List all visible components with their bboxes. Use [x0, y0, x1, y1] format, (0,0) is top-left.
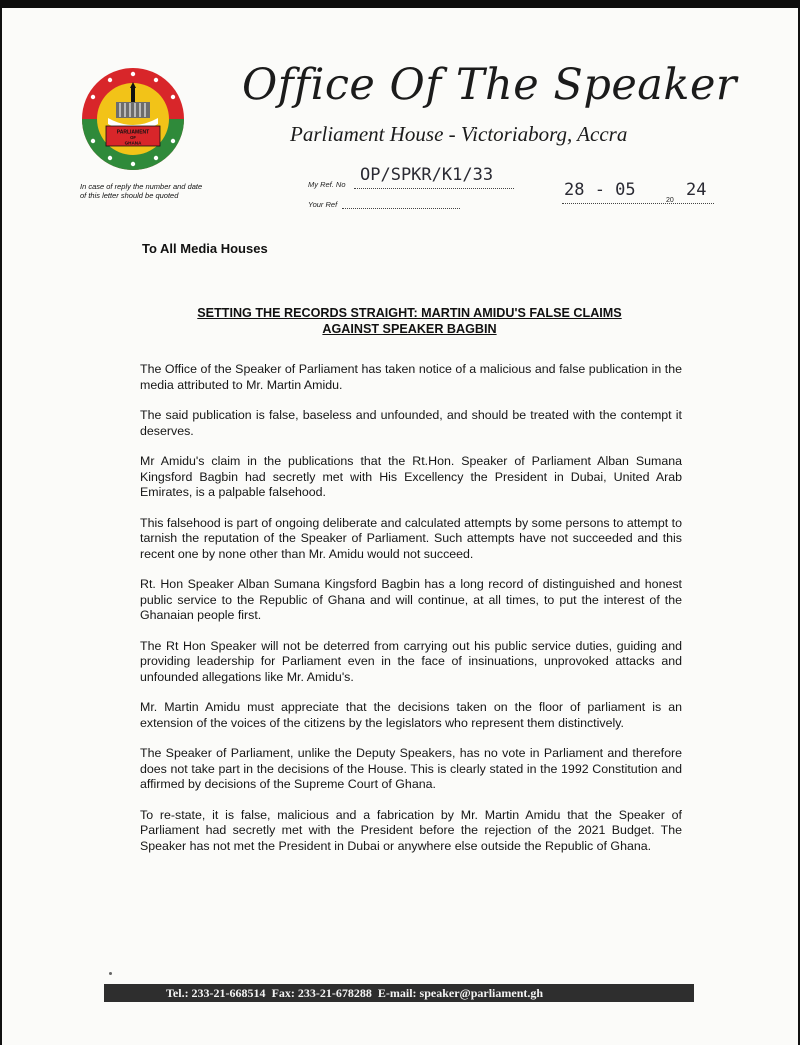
office-address: Parliament House - Victoriaborg, Accra: [290, 122, 628, 146]
letter-heading: [152, 305, 667, 337]
paragraph: The Speaker of Parliament, unlike the Deputy Speakers, has no vote in Parliament and therefore does not take part in the decisions of the House. This is clearly stated in the 1992 Constitution and affirmed by decisions of the Supreme Court of Ghana.: [140, 746, 682, 791]
date-year: 24: [686, 180, 707, 200]
paragraph: The said publication is false, baseless and unfounded, and should be treated with the contempt it deserves.: [140, 408, 682, 438]
stray-mark: [109, 972, 112, 975]
parliament-seal-icon: [80, 66, 186, 172]
heading-line-1: SETTING THE RECORDS STRAIGHT: MARTIN AMIDU'S FALSE CLAIMS: [197, 306, 622, 320]
paragraph: Mr. Martin Amidu must appreciate that the decisions taken on the floor of parliament is an extension of the voices of the citizens by the legislators who represent them distinctively.: [140, 700, 682, 730]
svg-text:GHANA: GHANA: [124, 140, 142, 146]
reply-note: In case of reply the number and date of this letter should be quoted: [80, 182, 203, 200]
paragraph: The Rt Hon Speaker will not be deterred from carrying out his public service duties, guiding and providing leadership for Parliament even in the face of insinuations, unprovoked attacks and unfounded allegations like Mr. Amidu's.: [140, 638, 682, 684]
footer-fax: Fax: 233-21-678288: [271, 986, 372, 1000]
contact-footer: [104, 984, 694, 1002]
paragraph: To re-state, it is false, malicious and a fabrication by Mr. Martin Amidu that the Speaker of Parliament had secretly met with the President before the rejection of the 2021 Budget. The Speaker has not met the President in Dubai or anywhere else outside the Republic of Ghana.: [140, 807, 682, 853]
office-title: Office Of The Speaker: [242, 60, 737, 110]
top-bar: [0, 0, 800, 8]
letter-page: [2, 8, 798, 1045]
addressee: To All Media Houses: [142, 241, 268, 256]
letter-body: [140, 362, 682, 869]
footer-email: E-mail: speaker@parliament.gh: [377, 986, 544, 1000]
my-ref-label: My Ref. No: [308, 180, 346, 189]
paragraph: Mr Amidu's claim in the publications that the Rt.Hon. Speaker of Parliament Alban Sumana Kingsford Bagbin had secretly met with His Excellency the President in Dubai, United Arab Emirates, is a palpable falsehood.: [140, 454, 682, 499]
heading-line-2: AGAINST SPEAKER BAGBIN: [322, 322, 497, 336]
your-ref-label: Your Ref: [308, 200, 338, 209]
paragraph: Rt. Hon Speaker Alban Sumana Kingsford Bagbin has a long record of distinguished and honest public service to the Republic of Ghana and will continue, at all times, to put the interest of the Ghanaian people first.: [140, 577, 682, 622]
date-line: [562, 203, 714, 204]
svg-text:OF: OF: [130, 135, 136, 140]
my-ref-number: OP/SPKR/K1/33: [360, 165, 494, 185]
paragraph: The Office of the Speaker of Parliament has taken notice of a malicious and false publication in the media attributed to Mr. Martin Amidu.: [140, 362, 682, 392]
svg-text:PARLIAMENT: PARLIAMENT: [116, 129, 150, 136]
date-year-prefix: 20: [666, 197, 674, 204]
my-ref-line: [354, 188, 514, 189]
footer-tel: Tel.: 233-21-668514: [166, 986, 266, 1000]
paragraph: This falsehood is part of ongoing deliberate and calculated attempts by some persons to attempt to tarnish the reputation of the Speaker of Parliament. Such attempts have not succeeded and this recent one by none other than Mr. Amidu would not succeed.: [140, 515, 682, 561]
your-ref-line: [342, 208, 460, 209]
letter-date: 28 - 05: [564, 180, 636, 200]
